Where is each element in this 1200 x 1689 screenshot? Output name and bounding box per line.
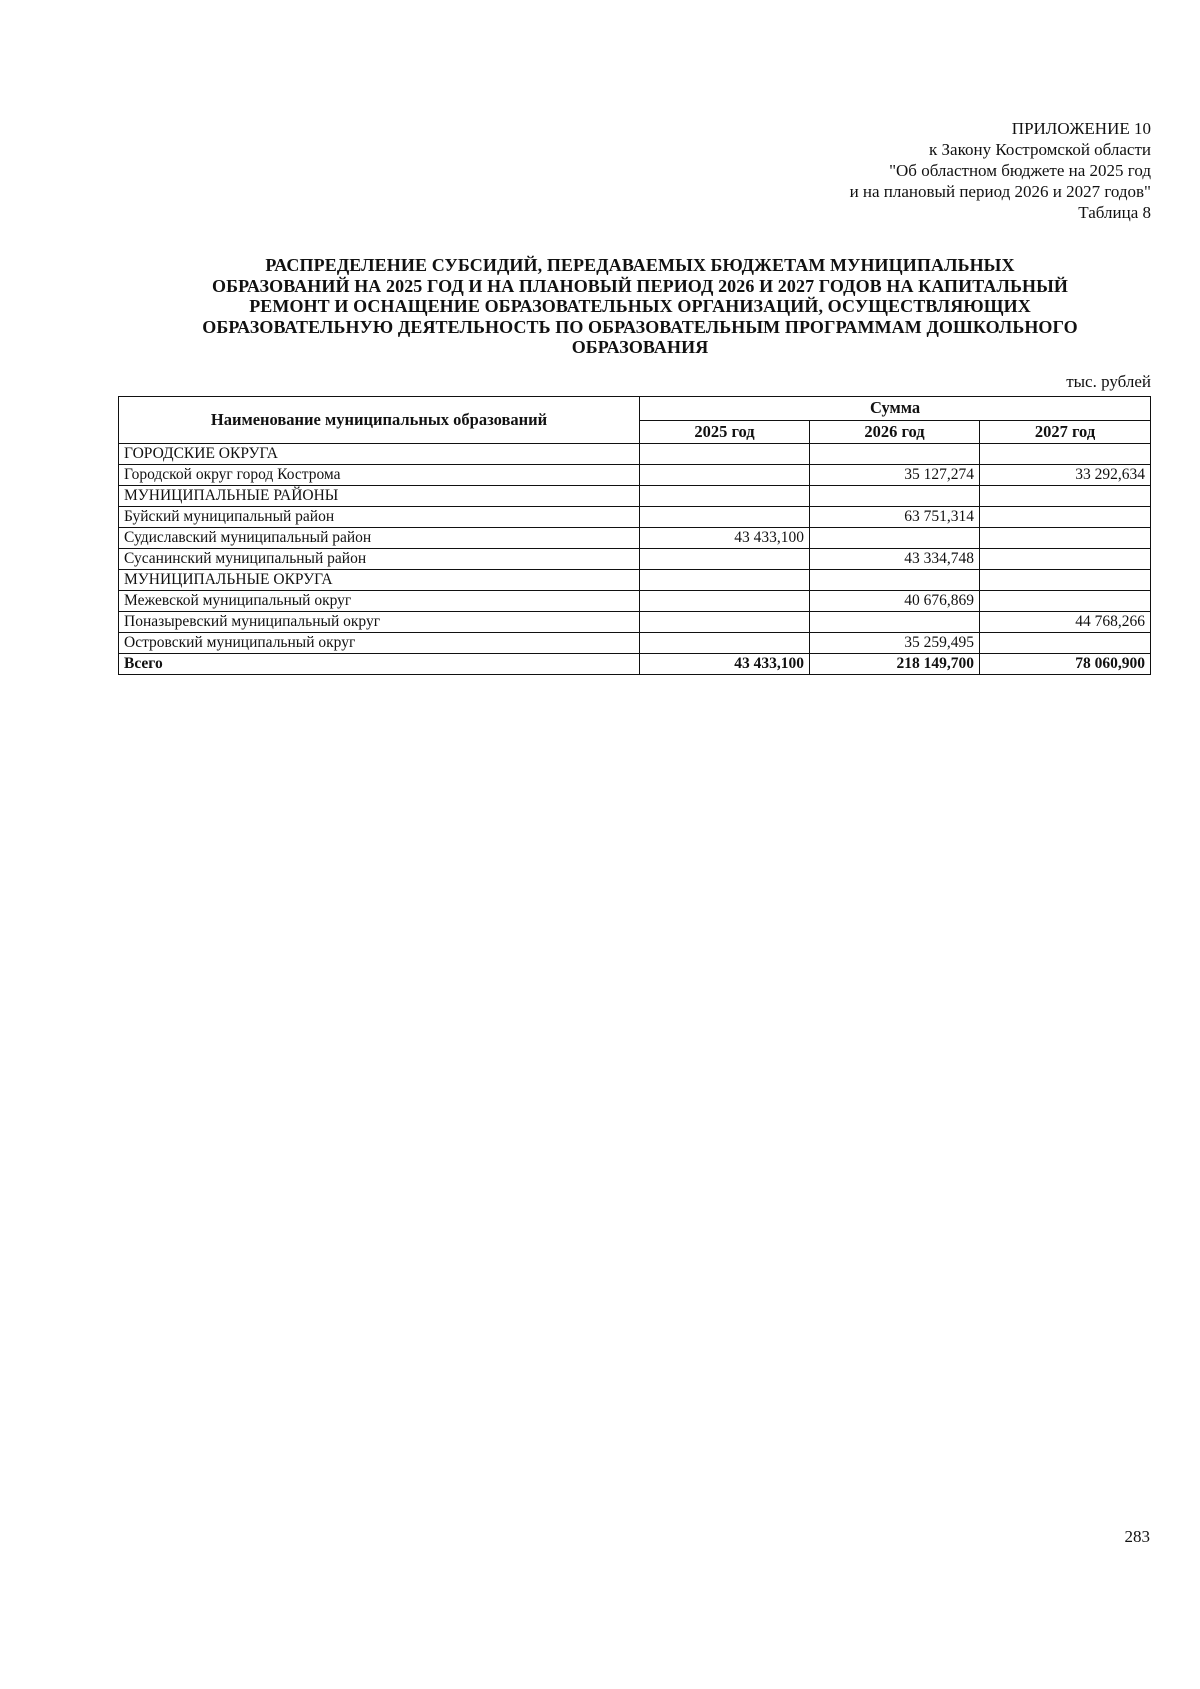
municipality-name-cell: МУНИЦИПАЛЬНЫЕ РАЙОНЫ [119,486,640,507]
amount-cell-2027 [980,549,1151,570]
appendix-law-title-line-1: "Об областном бюджете на 2025 год [889,161,1151,180]
amount-cell-2027 [980,444,1151,465]
sum-column-header: Сумма [640,397,1151,421]
amount-cell-2027 [980,570,1151,591]
amount-cell-2026 [810,444,980,465]
appendix-header [850,118,1151,223]
page-number: 283 [1124,1527,1150,1546]
table-row [119,612,1151,633]
municipality-name-cell: Межевской муниципальный округ [119,591,640,612]
municipality-name-cell: Островский муниципальный округ [119,633,640,654]
amount-cell-2027 [980,486,1151,507]
municipality-name-cell: Судиславский муниципальный район [119,528,640,549]
amount-cell-2025 [640,591,810,612]
amount-cell-2026: 40 676,869 [810,591,980,612]
amount-cell-2025 [640,444,810,465]
amount-cell-2026 [810,486,980,507]
year-header-2027: 2027 год [980,420,1151,444]
total-label: Всего [119,654,640,675]
amount-cell-2027 [980,591,1151,612]
amount-cell-2025 [640,549,810,570]
amount-cell-2027: 33 292,634 [980,465,1151,486]
appendix-number: ПРИЛОЖЕНИЕ 10 [1011,119,1151,138]
title-line: ОБРАЗОВАНИЯ [571,337,709,357]
table-row [119,507,1151,528]
table-body [119,444,1151,675]
amount-cell-2026: 43 334,748 [810,549,980,570]
amount-cell-2026 [810,612,980,633]
title-line: ОБРАЗОВАНИЙ НА 2025 ГОД И НА ПЛАНОВЫЙ ПЕРИОД 2026 И 2027 ГОДОВ НА КАПИТАЛЬНЫЙ [211,275,1068,296]
municipality-name-cell: Буйский муниципальный район [119,507,640,528]
name-column-header: Наименование муниципальных образований [119,397,640,444]
amount-cell-2025 [640,465,810,486]
amount-cell-2026: 35 259,495 [810,633,980,654]
appendix-law-line: к Закону Костромской области [929,140,1151,159]
appendix-law-title-line-2: и на плановый период 2026 и 2027 годов" [849,182,1151,201]
amount-cell-2025 [640,507,810,528]
total-amount-2026: 218 149,700 [810,654,980,675]
amount-cell-2027 [980,507,1151,528]
amount-cell-2025 [640,633,810,654]
municipality-name-cell: ГОРОДСКИЕ ОКРУГА [119,444,640,465]
table-row [119,549,1151,570]
table-row [119,570,1151,591]
table-number: Таблица 8 [1078,203,1151,222]
amount-cell-2026: 35 127,274 [810,465,980,486]
title-line: РЕМОНТ И ОСНАЩЕНИЕ ОБРАЗОВАТЕЛЬНЫХ ОРГАНИЗАЦИЙ, ОСУЩЕСТВЛЯЮЩИХ [249,296,1031,316]
total-row [119,654,1151,675]
amount-cell-2026: 63 751,314 [810,507,980,528]
municipality-name-cell: Городской округ город Кострома [119,465,640,486]
table-row [119,591,1151,612]
table-row [119,465,1151,486]
amount-cell-2027 [980,528,1151,549]
total-amount-2025: 43 433,100 [640,654,810,675]
amount-cell-2025 [640,486,810,507]
table-header-row [119,397,1151,421]
amount-cell-2026 [810,570,980,591]
title-line: ОБРАЗОВАТЕЛЬНУЮ ДЕЯТЕЛЬНОСТЬ ПО ОБРАЗОВАТЕЛЬНЫМ ПРОГРАММАМ ДОШКОЛЬНОГО [202,316,1078,337]
amount-cell-2025: 43 433,100 [640,528,810,549]
table-row [119,633,1151,654]
table-row [119,528,1151,549]
amount-cell-2026 [810,528,980,549]
year-header-2026: 2026 год [810,420,980,444]
table-row [119,486,1151,507]
amount-cell-2027 [980,633,1151,654]
year-header-2025: 2025 год [640,420,810,444]
table-row [119,444,1151,465]
municipality-name-cell: МУНИЦИПАЛЬНЫЕ ОКРУГА [119,570,640,591]
subsidy-table [118,396,1151,675]
amount-cell-2025 [640,612,810,633]
amount-cell-2027: 44 768,266 [980,612,1151,633]
document-title [120,255,1160,358]
municipality-name-cell: Поназыревский муниципальный округ [119,612,640,633]
amount-cell-2025 [640,570,810,591]
title-line: РАСПРЕДЕЛЕНИЕ СУБСИДИЙ, ПЕРЕДАВАЕМЫХ БЮДЖЕТАМ МУНИЦИПАЛЬНЫХ [265,255,1015,275]
municipality-name-cell: Сусанинский муниципальный район [119,549,640,570]
units-label: тыс. рублей [1066,372,1151,391]
total-amount-2027: 78 060,900 [980,654,1151,675]
